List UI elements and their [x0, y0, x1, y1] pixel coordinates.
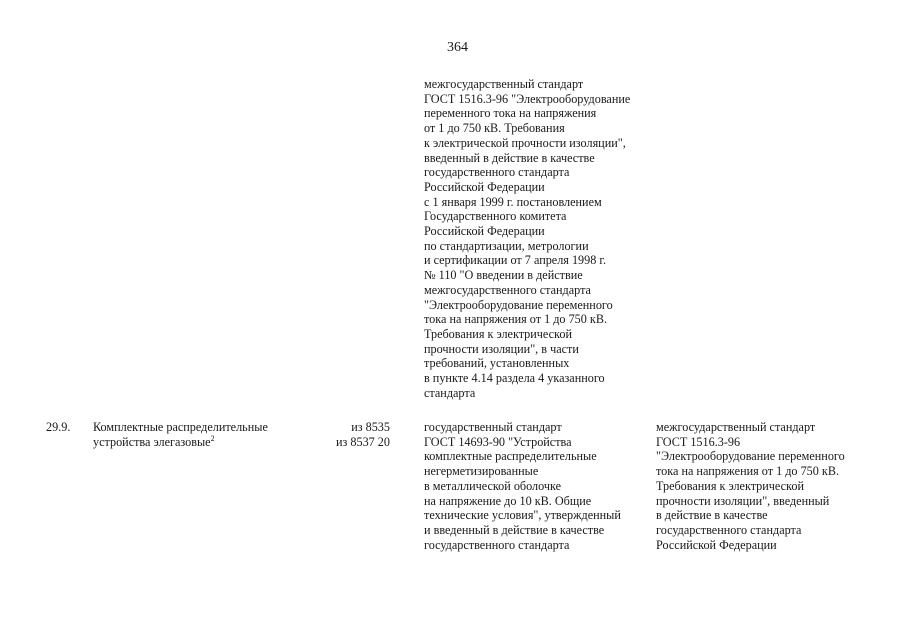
text-line: прочности изоляции", в части: [424, 341, 579, 356]
text-line: и введенный в действие в качестве: [424, 522, 605, 537]
text-line: в пункте 4.14 раздела 4 указанного: [424, 371, 605, 386]
product-name-text: устройства элегазовые: [93, 434, 211, 449]
product-name-line: [93, 435, 268, 450]
tnved-codes: [316, 420, 390, 449]
text-line: № 110 "О введении в действие: [424, 268, 583, 283]
state-standard-text: [424, 420, 621, 552]
text-line: к электрической прочности изоляции",: [424, 135, 626, 150]
product-name: [93, 420, 268, 449]
text-line: в металлической оболочке: [424, 478, 562, 493]
text-line: ГОСТ 14693-90 "Устройства: [424, 434, 572, 449]
text-line: Российской Федерации: [424, 179, 545, 194]
text-line: государственного стандарта: [656, 522, 802, 537]
interstate-standard-text: [656, 420, 845, 552]
text-line: государственного стандарта: [424, 537, 570, 552]
text-line: "Электрооборудование переменного: [424, 297, 613, 312]
tnved-code: из 8537 20: [336, 434, 390, 449]
text-line: по стандартизации, метрологии: [424, 238, 589, 253]
continued-standard-text: [424, 77, 630, 400]
tnved-code: из 8535: [351, 420, 390, 434]
page-number: 364: [447, 40, 468, 55]
row-number: 29.9.: [46, 420, 71, 434]
text-line: государственного стандарта: [424, 165, 570, 180]
text-line: введенный в действие в качестве: [424, 150, 595, 165]
text-line: Требования к электрической: [424, 326, 572, 341]
text-line: Российской Федерации: [656, 537, 777, 552]
text-line: государственный стандарт: [424, 420, 562, 434]
text-line: переменного тока на напряжения: [424, 106, 597, 121]
text-line: и сертификации от 7 апреля 1998 г.: [424, 253, 607, 268]
text-line: "Электрооборудование переменного: [656, 449, 845, 464]
text-line: межгосударственного стандарта: [424, 282, 591, 297]
footnote-marker: 2: [210, 433, 215, 443]
text-line: межгосударственный стандарт: [424, 77, 584, 91]
text-line: ГОСТ 1516.3-96 "Электрооборудование: [424, 91, 631, 106]
text-line: стандарта: [424, 385, 476, 400]
text-line: требований, установленных: [424, 356, 570, 371]
text-line: Требования к электрической: [656, 478, 804, 493]
text-line: от 1 до 750 кВ. Требования: [424, 121, 565, 136]
text-line: комплектные распределительные: [424, 449, 597, 464]
text-line: прочности изоляции", введенный: [656, 493, 830, 508]
text-line: на напряжение до 10 кВ. Общие: [424, 493, 592, 508]
text-line: в действие в качестве: [656, 508, 768, 523]
text-line: технические условия", утвержденный: [424, 508, 621, 523]
text-line: межгосударственный стандарт: [656, 420, 816, 434]
product-name-line: Комплектные распределительные: [93, 420, 268, 434]
text-line: тока на напряжения от 1 до 750 кВ.: [656, 464, 840, 479]
text-line: негерметизированные: [424, 464, 539, 479]
text-line: Государственного комитета: [424, 209, 567, 224]
text-line: Российской Федерации: [424, 224, 545, 239]
text-line: с 1 января 1999 г. постановлением: [424, 194, 602, 209]
text-line: тока на напряжения от 1 до 750 кВ.: [424, 312, 608, 327]
text-line: ГОСТ 1516.3-96: [656, 434, 741, 449]
